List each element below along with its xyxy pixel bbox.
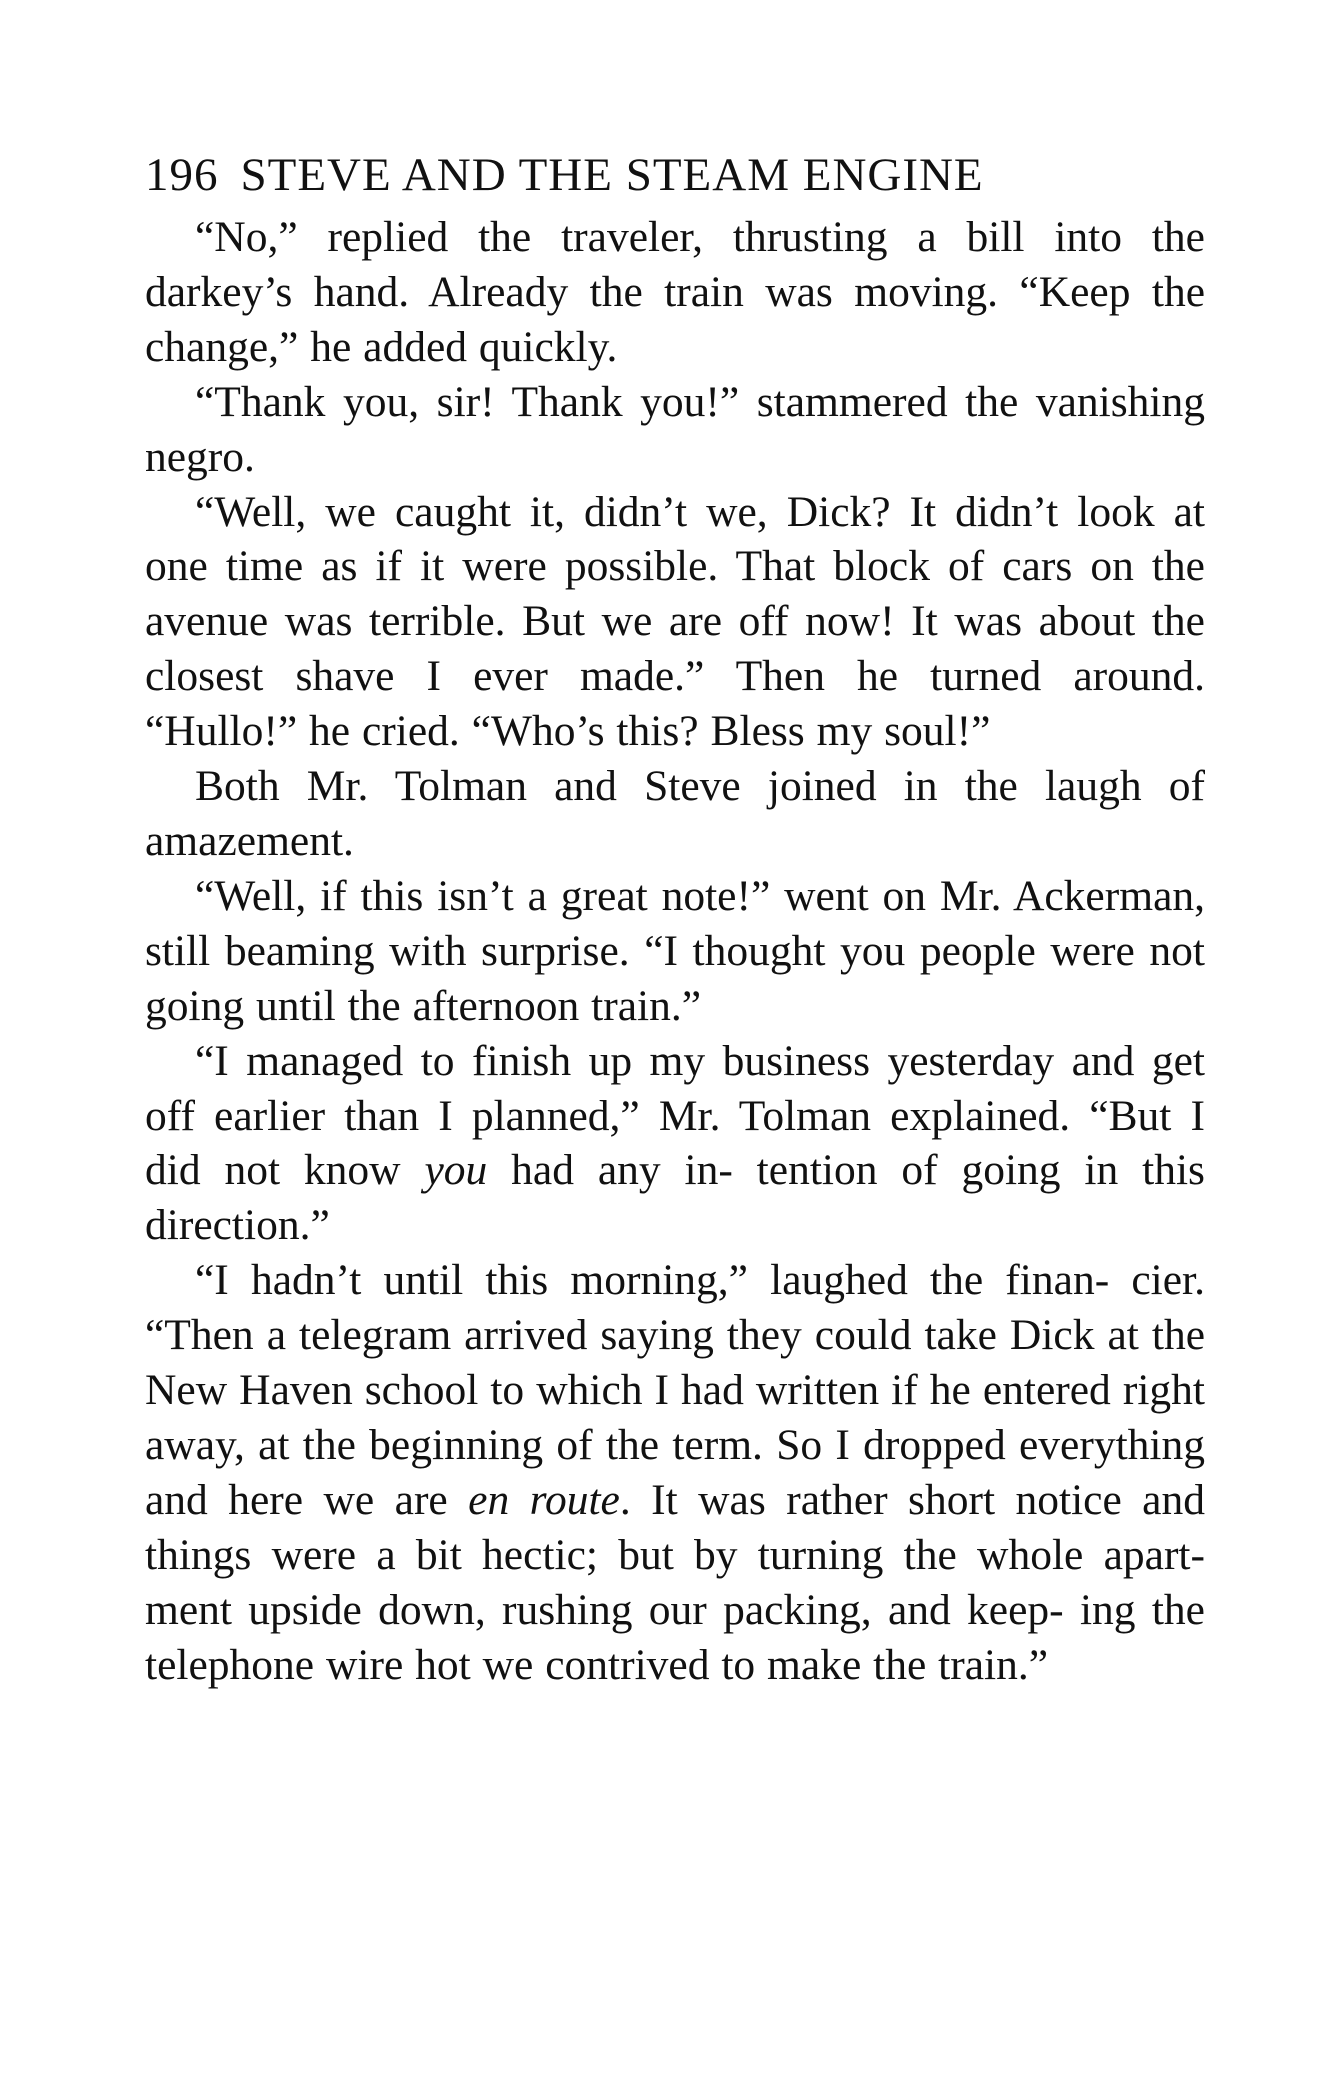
paragraph-5: “Well, if this isn’t a great note!” went on Mr. Ackerman, still beaming with surprise. “I thought you people were not going until the afternoon train.”: [145, 871, 1205, 1030]
paragraph-7: “I hadn’t until this morning,” laughed the finan- cier. “Then a telegram arrived saying they could take Dick at the New Haven school to which I had written if he entered right away, at the beginning of the term. So I dropped everything and here we are en route. It was rather short notice and things were a bit hectic; but by turning the whole apart- ment upside down, rushing our packing, and keep- ing the telephone wire hot we contrived to make the train.”: [145, 1256, 1205, 1689]
running-title: STEVE AND THE STEAM ENGINE: [240, 149, 984, 201]
running-head: [145, 148, 1205, 210]
emphasis-you: you: [424, 1146, 488, 1195]
paragraph-4: Both Mr. Tolman and Steve joined in the laugh of amazement.: [145, 762, 1205, 865]
emphasis-en-route: en route: [468, 1475, 620, 1524]
page-number: 196: [145, 149, 219, 201]
paragraph-2: “Thank you, sir! Thank you!” stammered the vanishing negro.: [145, 377, 1205, 481]
paragraph-3: “Well, we caught it, didn’t we, Dick? It didn’t look at one time as if it were possible. That block of cars on the avenue was terrible. But we are off now! It was about the closest shave I ever made.” Then he turned around. “Hullo!” he cried. “Who’s this? Bless my soul!”: [145, 487, 1205, 756]
paragraph-1: “No,” replied the traveler, thrusting a bill into the darkey’s hand. Already the train was moving. “Keep the change,” he added quickly.: [145, 213, 1205, 371]
paragraph-6: “I managed to finish up my business yesterday and get off earlier than I planned,” Mr. Tolman explained. “But I did not know you had any in- tention of going in this direction.”: [145, 1036, 1205, 1250]
book-page: [145, 148, 1205, 1692]
